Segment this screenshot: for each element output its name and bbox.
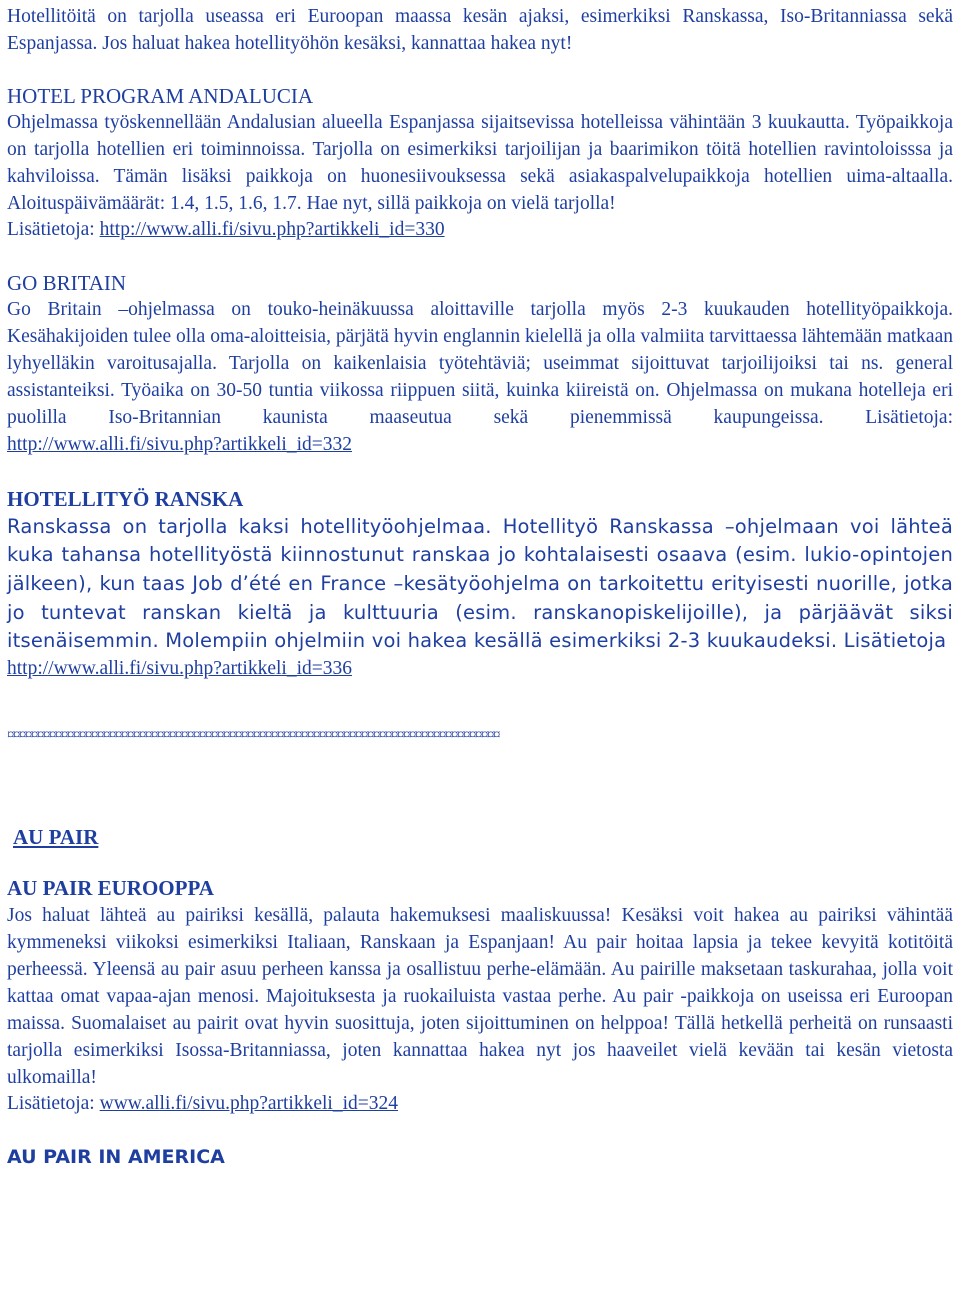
info-line (7, 656, 953, 683)
info-label: Lisätietoja: (7, 1092, 100, 1114)
spacer (7, 745, 953, 824)
au-pair-title: AU PAIR (13, 824, 99, 849)
intro-paragraph: Hotellitöitä on tarjolla useassa eri Euroopan maassa kesän ajaksi, esimerkiksi Ranskassa, Iso-Britanniassa sekä Espanjassa. Jos haluat hakea hotellityöhön kesäksi, kannattaa hakea nyt! (7, 6, 953, 54)
section-au-pair (7, 824, 953, 1170)
spacer (7, 459, 953, 486)
info-link[interactable]: http://www.alli.fi/sivu.php?artikkeli_id=332 (7, 433, 352, 455)
spacer (7, 58, 953, 83)
main-heading (7, 824, 953, 851)
info-link[interactable]: http://www.alli.fi/sivu.php?artikkeli_id=330 (99, 219, 445, 241)
section-heading: HOTELLITYÖ RANSKA (7, 486, 244, 511)
section-body: Ranskassa on tarjolla kaksi hotellityöohjelmaa. Hotellityö Ranskassa –ohjelmaan voi lähteä kuka tahansa hotellityöstä kiinnostunut ranskaa jo kohtalaisesti osaava (esim. lukio-opintojen jälkeen), kun taas Job d’été en France –kesätyöohjelma on tarkoitettu erityisesti nuorille, jotka jo tuntevat ranskan kieltä ja kulttuuria (esim. ranskanopiskelijoille), ja pärjäävät siksi itsenäisemmin. Molempiin ohjelmiin voi hakea kesällä esimerkiksi 2-3 kuukaudeksi. Lisätietoja (7, 514, 953, 653)
spacer (7, 244, 953, 270)
section-heading: AU PAIR EUROOPPA (7, 875, 214, 900)
section-body: Go Britain –ohjelmassa on touko-heinäkuussa aloittaville tarjolla myös 2-3 kuukauden hotellityöpaikkoja. Kesähakijoiden tulee olla oma-aloitteisia, pärjätä hyvin englannin kielellä ja olla valmiita tarvittaessa lähtemään matkaan lyhyelläkin varoitusajalla. Tarjolla on kaikenlaisia työtehtäviä; useimmat sijoittuvat tarjoilijoiksi tai ns. general assistanteiksi. Työaika on 30-50 tuntia viikossa riippuen siitä, kuinka kiireistä on. Ohjelmassa on mukana hotelleja eri puolilla Iso-Britannian kaunista maaseutua sekä pienemmissä kaupungeissa. Lisätietoja: (7, 299, 953, 428)
info-link[interactable]: www.alli.fi/sivu.php?artikkeli_id=324 (99, 1092, 399, 1114)
section-heading: GO BRITAIN (7, 271, 127, 296)
section-heading: HOTEL PROGRAM ANDALUCIA (7, 83, 314, 108)
section-body: Ohjelmassa työskennellään Andalusian alueella Espanjassa sijaitsevissa hotelleissa vähintään 3 kuukautta. Työpaikkoja on tarjolla hotellien eri toiminnoissa. Tarjolla on esimerkiksi tarjoilijan ja baarimikon töitä hotellien ravintoloisssa ja kahviloissa. Tämän lisäksi paikkoja on huonesiivouksessa sekä asiakaspalvelupaikkoja hotellien uima-altaalla. Aloituspäivämäärät: 1.4, 1.5, 1.6, 1.7. Hae nyt, sillä paikkoja on vielä tarjolla! (7, 111, 953, 214)
info-line (7, 217, 953, 244)
spacer (7, 683, 953, 725)
ornament-separator: ¤¤¤¤¤¤¤¤¤¤¤¤¤¤¤¤¤¤¤¤¤¤¤¤¤¤¤¤¤¤¤¤¤¤¤¤¤¤¤¤¤¤¤¤¤¤¤¤¤¤¤¤¤¤¤¤¤¤¤¤¤¤¤¤¤¤¤¤¤¤¤¤¤¤¤¤¤¤¤¤¤¤ (7, 726, 499, 743)
spacer (7, 851, 953, 875)
section-body: Jos haluat lähteä au pairiksi kesällä, palauta hakemuksesi maaliskuussa! Kesäksi voit hakea au pairiksi vähintää kymmeneksi viikoksi esimerkiksi Italiaan, Ranskaan ja Espanjaan! Au pair hoitaa lapsia ja tekee kevyitä kotitöitä perheessä. Yleensä au pair asuu perheen kanssa ja osallistuu perhe-elämään. Au pairille maksetaan taskurahaa, jolla voit kattaa omat vapaa-ajan menosi. Majoituksesta ja ruokailuista vastaa perhe. Au pair -paikkoja on useissa eri Euroopan maissa. Suomalaiset au pairit ovat hyvin suosittuja, joten sijoittuminen on helppoa! Tällä hetkellä perheitä on runsaasti tarjolla esimerkiksi Isossa-Britanniassa, joten kannattaa hakea nyt jos haaveilet vielä kevään tai kesän vietosta ulkomailla! (7, 904, 953, 1088)
section-go-britain (7, 270, 953, 458)
info-label: Lisätietoja: (7, 219, 100, 241)
info-line (7, 432, 953, 459)
section-heading: AU PAIR IN AMERICA (7, 1145, 225, 1168)
section-hotellityo-ranska (7, 486, 953, 683)
info-link[interactable]: http://www.alli.fi/sivu.php?artikkeli_id=336 (7, 657, 352, 679)
section-hotel-program (7, 83, 953, 245)
info-line (7, 1091, 953, 1118)
spacer (7, 1118, 953, 1144)
